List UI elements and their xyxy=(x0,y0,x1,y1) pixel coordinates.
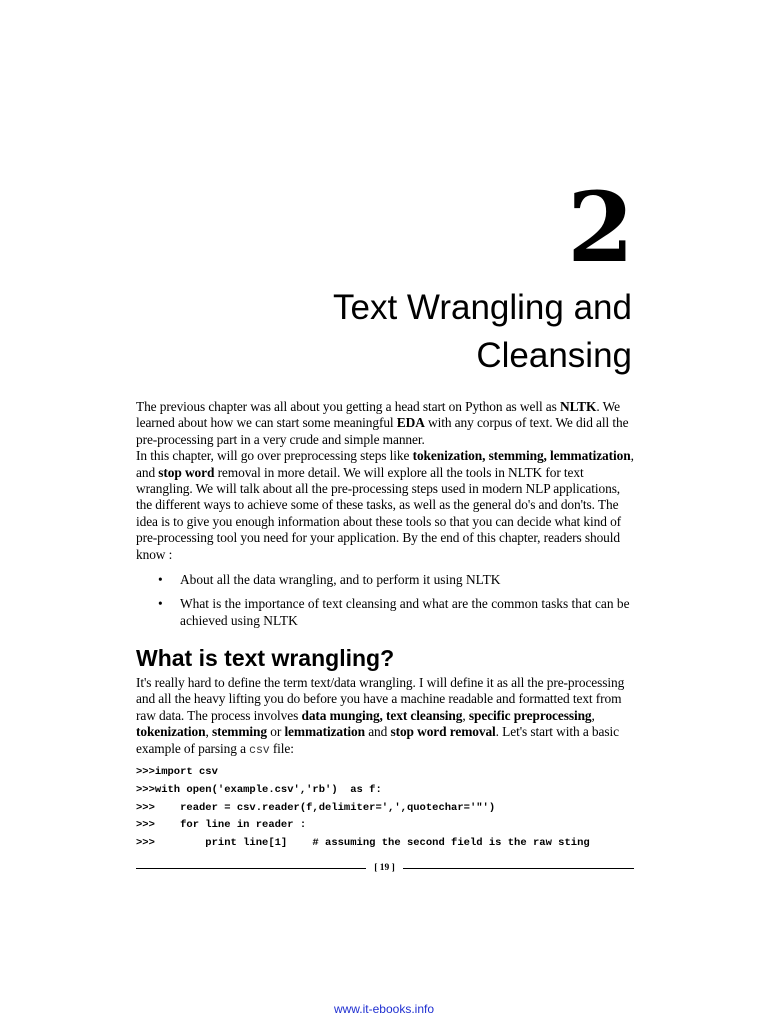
section-text-4: , xyxy=(205,724,212,740)
section-bold-3: tokenization xyxy=(136,724,206,740)
list-item-text: What is the importance of text cleansing and what are the common tasks that can be achieved using NLTK xyxy=(180,596,630,628)
section-text-5: or xyxy=(266,724,285,740)
section-text-3: , xyxy=(591,707,595,723)
code-line: >>>with open('example.csv','rb') as f: xyxy=(136,783,382,796)
intro-text-5: , and xyxy=(136,448,634,480)
chapter-title-line-2: Cleansing xyxy=(476,336,632,375)
intro-bold-steps: tokenization, stemming, lemmatization xyxy=(412,448,631,464)
list-item xyxy=(136,572,634,588)
code-block xyxy=(136,764,656,853)
intro-bold-nltk: NLTK xyxy=(560,399,597,414)
footer-rule-right xyxy=(403,868,634,869)
section-text-6: and xyxy=(364,724,391,740)
intro-text-3: with any corpus of text. We did all the pre-processing part in a very crude and simple manner. xyxy=(136,415,629,447)
source-link[interactable]: www.it-ebooks.info xyxy=(333,1002,435,1016)
list-item-text: About all the data wrangling, and to perform it using NLTK xyxy=(180,572,501,587)
chapter-title xyxy=(212,284,632,380)
page-number: [ 19 ] xyxy=(374,863,395,873)
code-line: >>> reader = csv.reader(f,delimiter=',',quotechar='"') xyxy=(136,801,496,814)
bullet-icon: • xyxy=(158,596,163,612)
section-text-2: , xyxy=(462,707,469,723)
intro-bold-stop-word: stop word xyxy=(158,464,215,480)
section-text-1: It's really hard to define the term text/data wrangling. I will define it as all the pre-processing and all the heavy lifting you do before you have a machine readable and formatted text from raw data. The process involves xyxy=(136,675,625,723)
inline-code-csv: csv xyxy=(249,743,270,757)
intro-paragraph xyxy=(136,399,634,563)
section-bold-2: specific preprocessing xyxy=(468,707,592,723)
bullet-icon: • xyxy=(158,572,163,587)
section-heading: What is text wrangling? xyxy=(136,645,395,671)
chapter-number: 2 xyxy=(567,171,634,284)
intro-text-2: . We learned about how we can start some meaningful xyxy=(136,399,620,431)
intro-text-1: The previous chapter was all about you getting a head start on Python as well as xyxy=(136,399,561,414)
intro-bold-eda: EDA xyxy=(396,415,425,431)
code-line: >>> print line[1] # assuming the second field is the raw sting xyxy=(136,837,590,850)
section-paragraph xyxy=(136,675,634,759)
section-bold-6: stop word removal xyxy=(390,724,496,740)
list-item xyxy=(136,596,634,629)
section-bold-4: stemming xyxy=(211,724,267,740)
section-bold-1: data munging, text cleansing xyxy=(301,707,463,723)
code-line: >>>import csv xyxy=(136,766,218,778)
intro-text-4: In this chapter, will go over preprocessing steps like xyxy=(136,448,413,464)
chapter-title-line-1: Text Wrangling and xyxy=(333,288,632,327)
footer-rule-left xyxy=(136,868,366,869)
section-bold-5: lemmatization xyxy=(284,724,365,740)
section-text-7: . Let's start with a basic example of parsing a xyxy=(136,724,619,756)
learning-objectives-list xyxy=(136,572,634,637)
code-line: >>> for line in reader : xyxy=(136,819,307,832)
section-text-8: file: xyxy=(269,740,294,756)
intro-text-6: removal in more detail. We will explore all the tools in NLTK for text wrangling. We will talk about all the pre-processing steps used in modern NLP applications, the different ways to achieve some of these tasks, as well as the general do's and don'ts. The idea is to give you enough information about these tools so that you can decide what kind of pre-processing tool you need for your application. By the end of this chapter, readers should know : xyxy=(136,464,622,562)
